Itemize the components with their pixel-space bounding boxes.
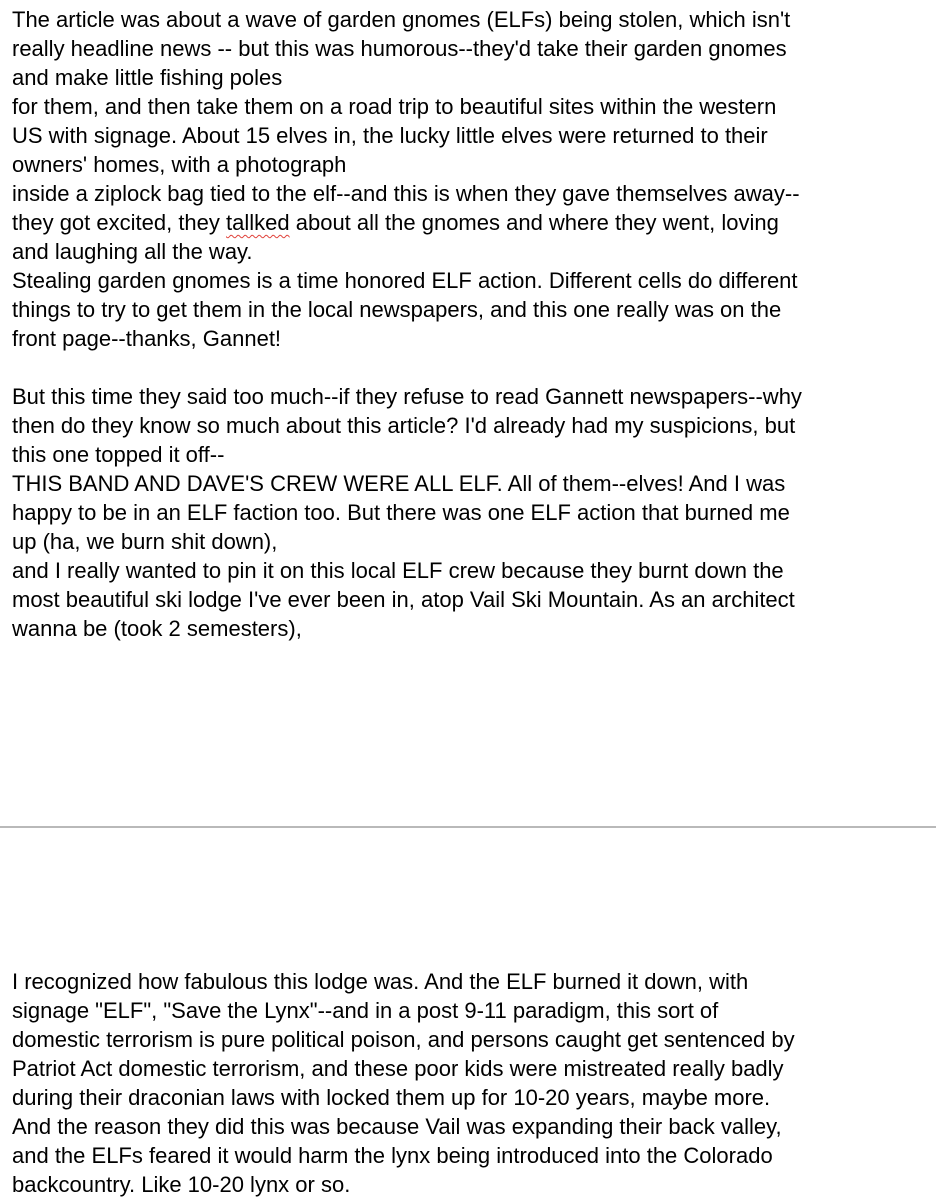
- text-line: wanna be (took 2 semesters),: [12, 616, 302, 641]
- blank-line: [12, 353, 936, 382]
- text-line: during their draconian laws with locked them up for 10-20 years, maybe more.: [12, 1085, 771, 1110]
- text-line: The article was about a wave of garden gnomes (ELFs) being stolen, which isn't: [12, 7, 791, 32]
- text-line: backcountry. Like 10-20 lynx or so.: [12, 1172, 351, 1197]
- page-1-text[interactable]: [12, 5, 936, 643]
- text-line: domestic terrorism is pure political poison, and persons caught get sentenced by: [12, 1027, 795, 1052]
- text-line: happy to be in an ELF faction too. But there was one ELF action that burned me: [12, 500, 790, 525]
- text-line: and the ELFs feared it would harm the lynx being introduced into the Colorado: [12, 1143, 773, 1168]
- text-line: then do they know so much about this article? I'd already had my suspicions, but: [12, 413, 796, 438]
- text-line: up (ha, we burn shit down),: [12, 529, 278, 554]
- text-segment: about all the gnomes and where they went, loving: [289, 210, 779, 235]
- text-line: THIS BAND AND DAVE'S CREW WERE ALL ELF. All of them--elves! And I was: [12, 471, 786, 496]
- text-line: US with signage. About 15 elves in, the lucky little elves were returned to their: [12, 123, 768, 148]
- misspelled-word[interactable]: tallked: [226, 210, 290, 235]
- text-line: and make little fishing poles: [12, 65, 283, 90]
- text-line: owners' homes, with a photograph: [12, 152, 347, 177]
- text-segment: they got excited, they: [12, 210, 227, 235]
- text-line: I recognized how fabulous this lodge was. And the ELF burned it down, with: [12, 969, 749, 994]
- text-line: Stealing garden gnomes is a time honored ELF action. Different cells do different: [12, 268, 798, 293]
- text-line: and I really wanted to pin it on this local ELF crew because they burnt down the: [12, 558, 784, 583]
- text-line: for them, and then take them on a road trip to beautiful sites within the western: [12, 94, 777, 119]
- text-line: signage "ELF", "Save the Lynx"--and in a post 9-11 paradigm, this sort of: [12, 998, 719, 1023]
- page-2-text[interactable]: [12, 967, 936, 1199]
- text-line: and laughing all the way.: [12, 239, 253, 264]
- text-line: inside a ziplock bag tied to the elf--and this is when they gave themselves away--: [12, 181, 800, 206]
- text-line: this one topped it off--: [12, 442, 225, 467]
- text-line: Patriot Act domestic terrorism, and these poor kids were mistreated really badly: [12, 1056, 784, 1081]
- text-line: And the reason they did this was because Vail was expanding their back valley,: [12, 1114, 782, 1139]
- text-line-with-spelling-error: [12, 208, 936, 237]
- text-line: most beautiful ski lodge I've ever been in, atop Vail Ski Mountain. As an architect: [12, 587, 795, 612]
- text-line: things to try to get them in the local newspapers, and this one really was on the: [12, 297, 782, 322]
- text-line: really headline news -- but this was humorous--they'd take their garden gnomes: [12, 36, 787, 61]
- text-line: front page--thanks, Gannet!: [12, 326, 282, 351]
- document-page-2: [0, 828, 936, 1200]
- text-line: But this time they said too much--if they refuse to read Gannett newspapers--why: [12, 384, 802, 409]
